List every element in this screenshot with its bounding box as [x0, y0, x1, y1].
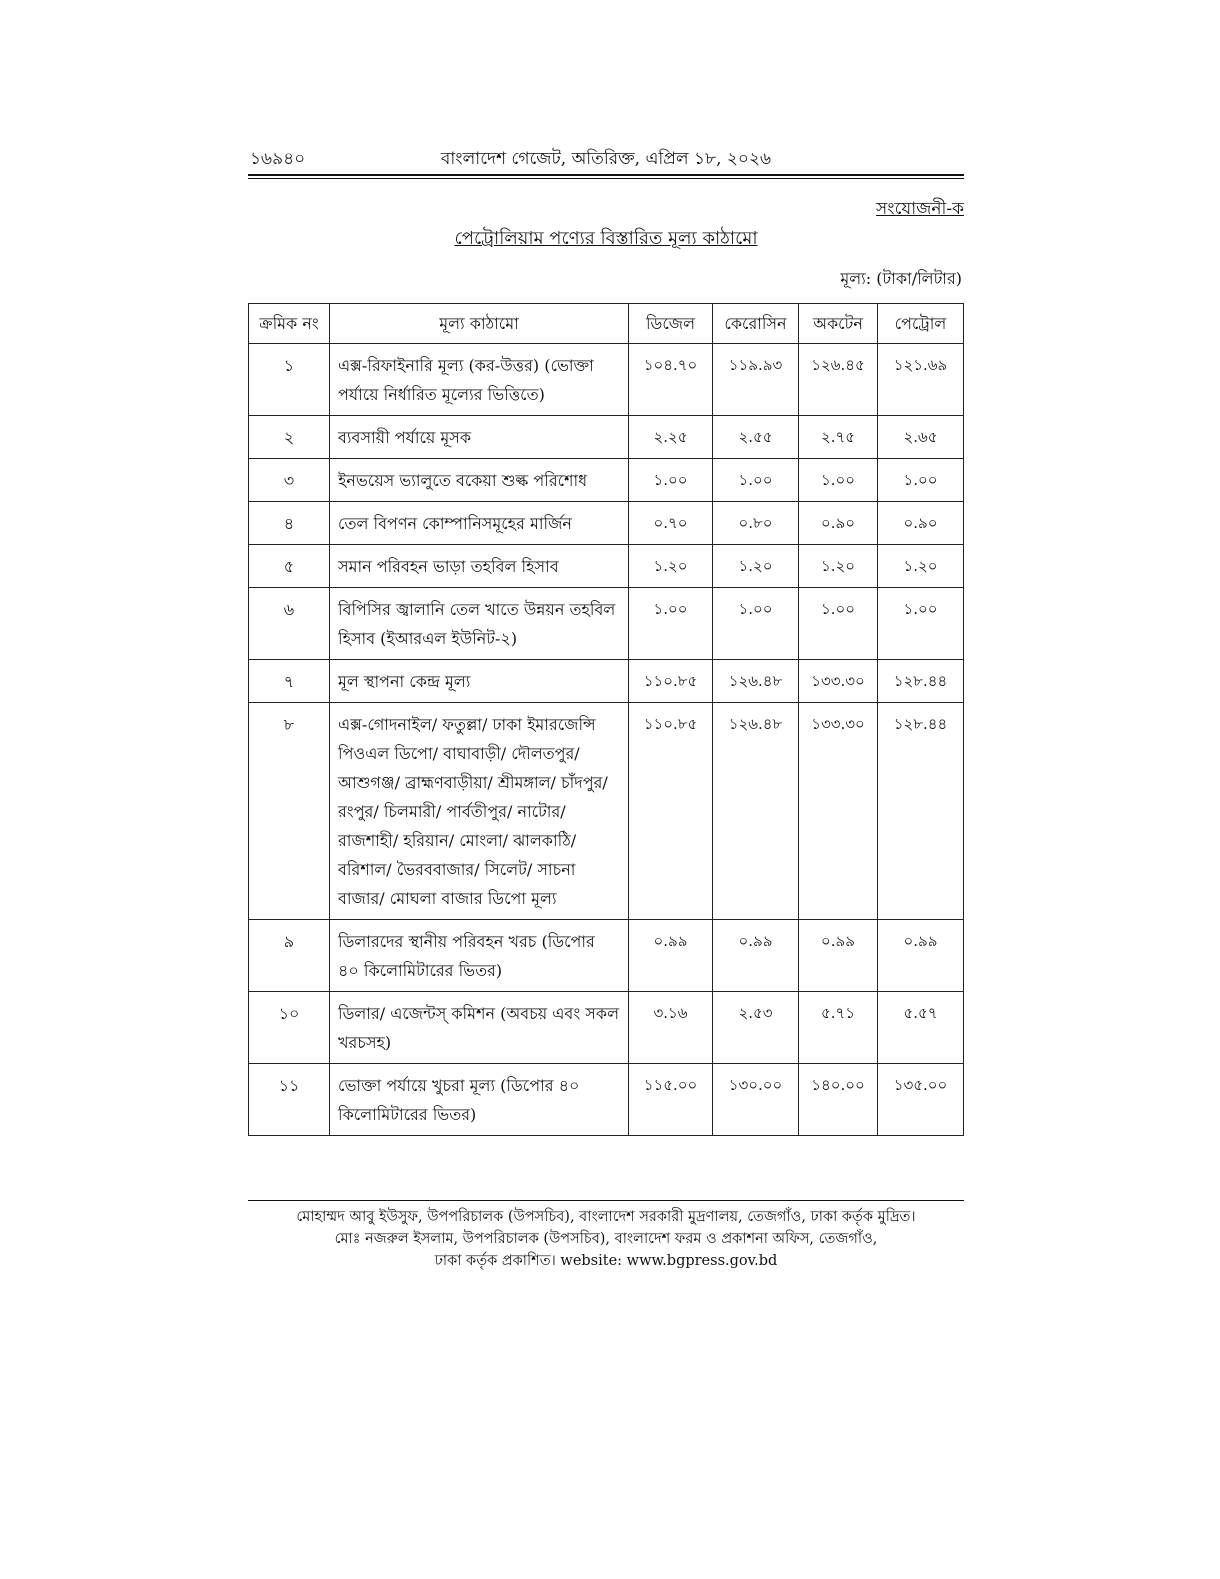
header-diesel: ডিজেল	[629, 304, 713, 344]
petrol-price-cell: ১.০০	[878, 588, 964, 660]
serial-cell: ২	[249, 416, 330, 459]
kerosene-price-cell: ২.৫৫	[713, 416, 799, 459]
diesel-price-cell: ২.২৫	[629, 416, 713, 459]
petrol-price-cell: ০.৯০	[878, 502, 964, 545]
diesel-price-cell: ০.৯৯	[629, 920, 713, 992]
diesel-price-cell: ১০৪.৭০	[629, 344, 713, 416]
serial-cell: ৪	[249, 502, 330, 545]
page-header	[248, 142, 964, 172]
octane-price-cell: ১.২০	[799, 545, 878, 588]
serial-cell: ৮	[249, 703, 330, 920]
table-header-row	[249, 304, 964, 344]
annex-label: সংযোজনী-ক	[876, 199, 964, 219]
kerosene-price-cell: ১.০০	[713, 459, 799, 502]
kerosene-price-cell: ১৩০.০০	[713, 1064, 799, 1136]
header-petrol: পেট্রোল	[878, 304, 964, 344]
octane-price-cell: ৫.৭১	[799, 992, 878, 1064]
imprint-footer	[248, 1206, 964, 1272]
page-number: ১৬৯৪০	[250, 149, 306, 169]
petrol-price-cell: ১৩৫.০০	[878, 1064, 964, 1136]
imprint-line-3: ঢাকা কর্তৃক প্রকাশিত। website: www.bgpress.gov.bd	[434, 1253, 778, 1269]
serial-cell: ৭	[249, 660, 330, 703]
octane-price-cell: ০.৯০	[799, 502, 878, 545]
table-row	[249, 920, 964, 992]
serial-cell: ১০	[249, 992, 330, 1064]
description-cell: বিপিসির জ্বালানি তেল খাতে উন্নয়ন তহবিল হিসাব (ইআরএল ইউনিট-২)	[330, 588, 629, 660]
table-row	[249, 588, 964, 660]
kerosene-price-cell: ১২৬.৪৮	[713, 660, 799, 703]
description-cell: ভোক্তা পর্যায়ে খুচরা মূল্য (ডিপোর ৪০ কিলোমিটারের ভিতর)	[330, 1064, 629, 1136]
header-kerosene: কেরোসিন	[713, 304, 799, 344]
description-cell: ইনভয়েস ভ্যালুতে বকেয়া শুল্ক পরিশোধ	[330, 459, 629, 502]
description-cell: তেল বিপণন কোম্পানিসমূহের মার্জিন	[330, 502, 629, 545]
diesel-price-cell: ১.২০	[629, 545, 713, 588]
octane-price-cell: ১.০০	[799, 459, 878, 502]
diesel-price-cell: ৩.১৬	[629, 992, 713, 1064]
table-row	[249, 416, 964, 459]
petrol-price-cell: ১২১.৬৯	[878, 344, 964, 416]
petrol-price-cell: ১২৮.৪৪	[878, 703, 964, 920]
octane-price-cell: ১৩৩.৩০	[799, 660, 878, 703]
table-row	[249, 703, 964, 920]
description-cell: সমান পরিবহন ভাড়া তহবিল হিসাব	[330, 545, 629, 588]
diesel-price-cell: ১.০০	[629, 588, 713, 660]
kerosene-price-cell: ২.৫৩	[713, 992, 799, 1064]
table-row	[249, 344, 964, 416]
imprint-line-1: মোহাম্মদ আবু ইউসুফ, উপপরিচালক (উপসচিব), বাংলাদেশ সরকারী মুদ্রণালয়, তেজগাঁও, ঢাকা কর্তৃক মুদ্রিত।	[296, 1209, 916, 1225]
petrol-price-cell: ১২৮.৪৪	[878, 660, 964, 703]
octane-price-cell: ২.৭৫	[799, 416, 878, 459]
kerosene-price-cell: ১.০০	[713, 588, 799, 660]
diesel-price-cell: ০.৭০	[629, 502, 713, 545]
octane-price-cell: ১৪০.০০	[799, 1064, 878, 1136]
serial-cell: ৫	[249, 545, 330, 588]
octane-price-cell: ০.৯৯	[799, 920, 878, 992]
description-cell: ব্যবসায়ী পর্যায়ে মূসক	[330, 416, 629, 459]
header-serial: ক্রমিক নং	[249, 304, 330, 344]
petrol-price-cell: ৫.৫৭	[878, 992, 964, 1064]
header-octane: অকটেন	[799, 304, 878, 344]
diesel-price-cell: ১১০.৮৫	[629, 703, 713, 920]
kerosene-price-cell: ১.২০	[713, 545, 799, 588]
kerosene-price-cell: ১২৬.৪৮	[713, 703, 799, 920]
table-row	[249, 459, 964, 502]
octane-price-cell: ১৩৩.৩০	[799, 703, 878, 920]
diesel-price-cell: ১.০০	[629, 459, 713, 502]
header-price-structure: মূল্য কাঠামো	[330, 304, 629, 344]
serial-cell: ১	[249, 344, 330, 416]
table-row	[249, 1064, 964, 1136]
kerosene-price-cell: ০.৯৯	[713, 920, 799, 992]
octane-price-cell: ১.০০	[799, 588, 878, 660]
header-divider	[248, 174, 964, 179]
gazette-title: বাংলাদেশ গেজেট, অতিরিক্ত, এপ্রিল ১৮, ২০২৬	[440, 149, 772, 169]
serial-cell: ১১	[249, 1064, 330, 1136]
table-row	[249, 502, 964, 545]
petrol-price-cell: ০.৯৯	[878, 920, 964, 992]
price-structure-table	[248, 303, 964, 1136]
description-cell: এক্স-রিফাইনারি মূল্য (কর-উত্তর) (ভোক্তা পর্যায়ে নির্ধারিত মূল্যের ভিত্তিতে)	[330, 344, 629, 416]
petrol-price-cell: ১.২০	[878, 545, 964, 588]
serial-cell: ৬	[249, 588, 330, 660]
table-row	[249, 660, 964, 703]
petrol-price-cell: ১.০০	[878, 459, 964, 502]
unit-note: মূল্য: (টাকা/লিটার)	[840, 269, 962, 288]
diesel-price-cell: ১১০.৮৫	[629, 660, 713, 703]
footer-divider	[248, 1200, 964, 1201]
description-cell: এক্স-গোদনাইল/ ফতুল্লা/ ঢাকা ইমারজেন্সি পিওএল ডিপো/ বাঘাবাড়ী/ দৌলতপুর/ আশুগঞ্জ/ ব্রাহ্মণবাড়ীয়া/ শ্রীমঙ্গাল/ চাঁদপুর/ রংপুর/ চিলমারী/ পার্বতীপুর/ নাটোর/ রাজশাহী/ হরিয়ান/ মোংলা/ ঝালকাঠি/ বরিশাল/ ভৈরববাজার/ সিলেট/ সাচনা বাজার/ মোঘলা বাজার ডিপো মূল্য	[330, 703, 629, 920]
diesel-price-cell: ১১৫.০০	[629, 1064, 713, 1136]
description-cell: মূল স্থাপনা কেন্দ্র মূল্য	[330, 660, 629, 703]
kerosene-price-cell: ০.৮০	[713, 502, 799, 545]
serial-cell: ৯	[249, 920, 330, 992]
description-cell: ডিলার/ এজেন্টস্ কমিশন (অবচয় এবং সকল খরচসহ)	[330, 992, 629, 1064]
document-title: পেট্রোলিয়াম পণ্যের বিস্তারিত মূল্য কাঠামো	[454, 228, 758, 249]
table-row	[249, 545, 964, 588]
serial-cell: ৩	[249, 459, 330, 502]
description-cell: ডিলারদের স্থানীয় পরিবহন খরচ (ডিপোর ৪০ কিলোমিটারের ভিতর)	[330, 920, 629, 992]
petrol-price-cell: ২.৬৫	[878, 416, 964, 459]
imprint-line-2: মোঃ নজরুল ইসলাম, উপপরিচালক (উপসচিব), বাংলাদেশ ফরম ও প্রকাশনা অফিস, তেজগাঁও,	[334, 1231, 878, 1247]
table-row	[249, 992, 964, 1064]
kerosene-price-cell: ১১৯.৯৩	[713, 344, 799, 416]
octane-price-cell: ১২৬.৪৫	[799, 344, 878, 416]
